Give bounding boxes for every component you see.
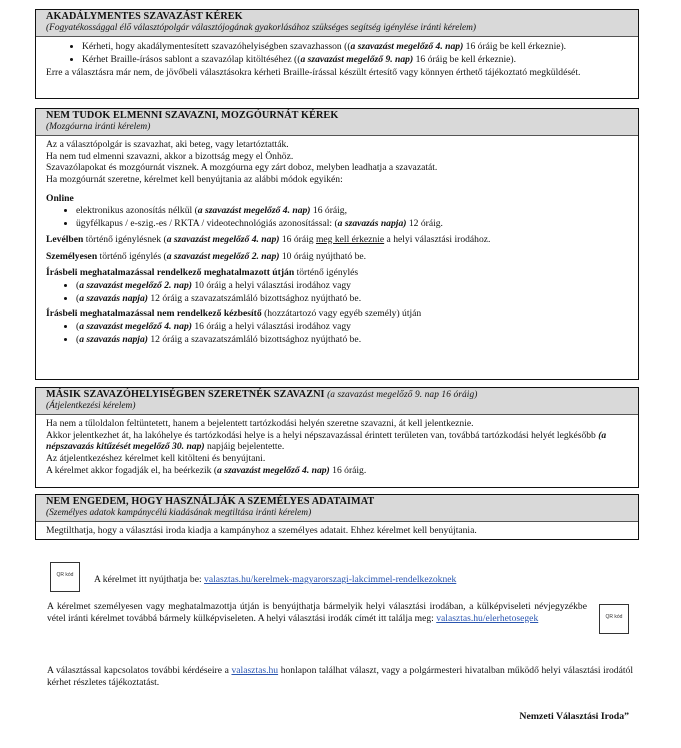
section-subtitle: (Mozgóurna iránti kérelem): [46, 122, 151, 133]
paragraph: Ha mozgóurnát szeretne, kérelmet kell benyújtania az alábbi módok egyikén:: [46, 174, 343, 186]
section-title: AKADÁLYMENTES SZAVAZÁST KÉREK: [46, 11, 243, 22]
section-subtitle: (Fogyatékossággal élő választópolgár választójogának gyakorlásához szükséges segítség igénylése iránti kérelem): [46, 23, 477, 34]
section-subtitle: (Átjelentkezési kérelem): [46, 401, 136, 412]
paragraph: Írásbeli meghatalmazással rendelkező meghatalmazott útján történő igénylés: [46, 267, 359, 279]
paragraph: Személyesen történő igénylés (a szavazást megelőző 2. nap) 10 óráig nyújtható be.: [46, 250, 367, 262]
online-label: Online: [46, 192, 74, 204]
signature: Nemzeti Választási Iroda”: [519, 711, 629, 722]
list-item: • (a szavazást megelőző 2. nap) 10 óráig a helyi választási irodához vagy: [76, 280, 630, 292]
paragraph: Megtilthatja, hogy a választási iroda kiadja a kampányhoz a személyes adatait. Ehhez kérelmet kell benyújtania.: [46, 524, 477, 536]
transfer-request-section: [35, 387, 639, 488]
submit-link[interactable]: valasztas.hu/kerelmek-magyarorszagi-lakcimmel-rendelkezoknek: [204, 574, 457, 585]
contacts-link[interactable]: valasztas.hu/elerhetosegek: [436, 612, 539, 624]
list-item: • Kérhet Braille-írásos sablont a szavazólap kitöltéséhez ((a szavazást megelőző 9. nap) 16 óráig be kell érkeznie).: [82, 54, 630, 66]
qr-code: QR kód: [599, 604, 629, 634]
personal-submission-paragraph: A kérelmet személyesen vagy meghatalmazottja útján is benyújthatja bármelyik helyi választási irodában, a külképviseleti névjegyzékbe vétel iránti kérelmet továbbá bármely külképviseleten. A helyi választási irodák címét itt találja meg: valasztas.hu/elerhetosegek: [47, 601, 587, 624]
section-title: NEM ENGEDEM, HOGY HASZNÁLJÁK A SZEMÉLYES ADATAIMAT: [46, 496, 375, 507]
website-link[interactable]: valasztas.hu: [231, 665, 279, 676]
section-body: [36, 415, 638, 479]
list-item: • ügyfélkapus / e-szig.-es / RKTA / videotechnológiás azonosítással: (a szavazás napja) 12 óráig.: [76, 218, 630, 230]
paragraph: Az a választópolgár is szavazhat, aki beteg, vagy letartóztatták.: [46, 138, 289, 150]
qr-code: QR kód: [50, 562, 80, 592]
section-header: [36, 495, 638, 522]
paragraph: Ha nem a tűloldalon feltüntetett, hanem a bejelentett tartózkodási helyén szeretne szavazni, át kell jelentkeznie.: [46, 417, 474, 429]
list-item: • Kérheti, hogy akadálymentesített szavazóhelyiségben szavazhasson ((a szavazást megelőző 4. nap) 16 óráig be kell érkeznie).: [82, 41, 630, 53]
paragraph: Levélben történő igénylésnek (a szavazást megelőző 4. nap) 16 óráig meg kell érkeznie a helyi választási irodához.: [46, 233, 491, 245]
paragraph: Szavazólapokat és mozgóurnát visznek. A mozgóurna egy zárt doboz, melyben leadhatja a szavazatát.: [46, 162, 438, 174]
submit-line: A kérelmet itt nyújthatja be: valasztas.hu/kerelmek-magyarorszagi-lakcimmel-rendelkezoknek: [94, 574, 457, 585]
list-item: • (a szavazás napja) 12 óráig a szavazatszámláló bizottsághoz nyújtható be.: [76, 293, 630, 305]
accessible-voting-section: [35, 9, 639, 99]
paragraph: Akkor jelentkezhet át, ha lakóhelye és tartózkodási helye is a helyi népszavazással érintett területen van, továbbá tartózkodási helyét legkésőbb (a népszavazás kitűzését megelőző 30. nap) napjáig bejelentette.: [46, 429, 607, 453]
paragraph: A kérelmet akkor fogadják el, ha beérkezik (a szavazást megelőző 4. nap) 16 óráig.: [46, 464, 367, 476]
paragraph: Ha nem tud elmenni szavazni, akkor a bizottság megy el Önhöz.: [46, 150, 294, 162]
questions-paragraph: A választással kapcsolatos további kérdéseire a valasztas.hu honlapon találhat választ, vagy a polgármesteri hivatalban működő helyi választási irodától kérhet részletes tájékoztatást.: [47, 665, 633, 688]
section-subtitle: (Személyes adatok kampánycélú kiadásának megtiltása iránti kérelem): [46, 508, 312, 519]
section-title: MÁSIK SZAVAZÓHELYISÉGBEN SZERETNÉK SZAVAZNI (a szavazást megelőző 9. nap 16 óráig): [46, 389, 478, 400]
section-body: [36, 522, 638, 539]
section-header: [36, 109, 638, 136]
section-body: [36, 136, 638, 350]
paragraph: Az átjelentkezéshez kérelmet kell kitölteni és benyújtani.: [46, 453, 266, 465]
list-item: • (a szavazást megelőző 4. nap) 16 óráig a helyi választási irodához vagy: [76, 321, 630, 333]
paragraph: Erre a választásra már nem, de jövőbeli választásokra kérheti Braille-írással készült értesítő vagy könnyen érthető tájékoztató megküldését.: [46, 67, 581, 79]
section-header: [36, 388, 638, 415]
section-body: [36, 37, 638, 81]
section-header: [36, 10, 638, 37]
list-item: • (a szavazás napja) 12 óráig a szavazatszámláló bizottsághoz nyújtható be.: [76, 334, 630, 346]
mobile-ballot-section: [35, 108, 639, 380]
section-title: NEM TUDOK ELMENNI SZAVAZNI, MOZGÓURNÁT KÉREK: [46, 110, 339, 121]
paragraph: Írásbeli meghatalmazással nem rendelkező kézbesítő (hozzátartozó vagy egyéb személy) útján: [46, 308, 422, 320]
data-usage-section: [35, 494, 639, 540]
list-item: • elektronikus azonosítás nélkül (a szavazást megelőző 4. nap) 16 óráig,: [76, 205, 630, 217]
